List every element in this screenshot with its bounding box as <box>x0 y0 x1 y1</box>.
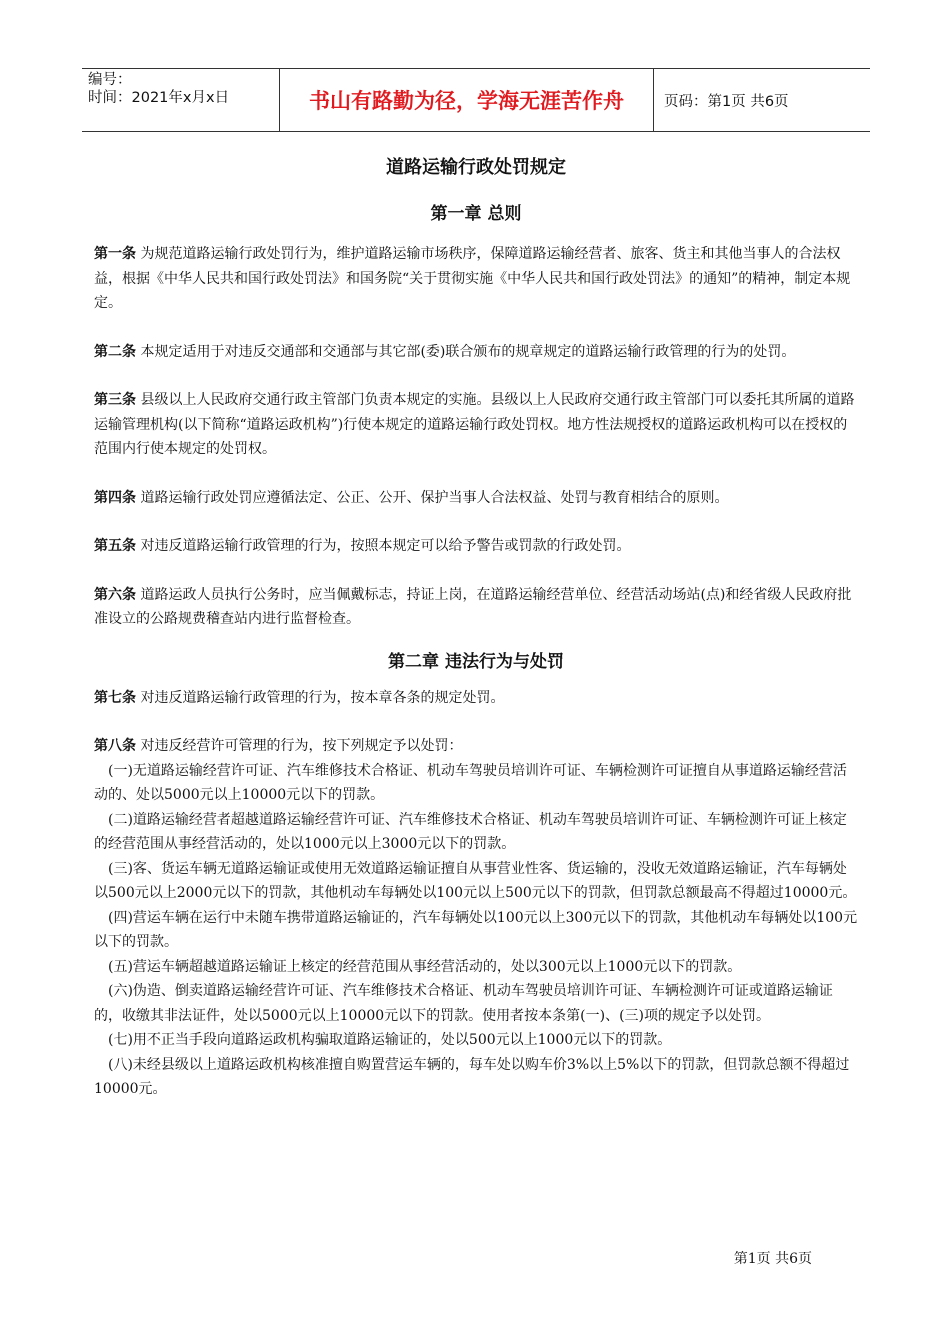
article <box>94 340 858 365</box>
article-text: 对违反道路运输行政管理的行为，按照本规定可以给予警告或罚款的行政处罚。 <box>136 538 631 554</box>
document-body <box>94 148 858 1102</box>
article-number: 第一条 <box>94 246 136 262</box>
article-text: 本规定适用于对违反交通部和交通部与其它部(委)联合颁布的规章规定的道路运输行政管理的行为的处罚。 <box>136 343 796 360</box>
article-text: 对违反经营许可管理的行为，按下列规定予以处罚： <box>136 738 463 754</box>
article-number: 第八条 <box>94 738 136 754</box>
page-header <box>82 68 870 132</box>
list-item: (五)营运车辆超越道路运输证上核定的经营范围从事经营活动的，处以300元以上1000元以下的罚款。 <box>108 958 742 975</box>
page-footer: 第1页 共6页 <box>733 1251 812 1267</box>
list-item: (一)无道路运输经营许可证、汽车维修技术合格证、机动车驾驶员培训许可证、车辆检测许可证擅自从事道路运输经营活动的、处以5000元以上10000元以下的罚款。 <box>94 762 847 803</box>
article <box>94 486 858 511</box>
article <box>94 583 858 632</box>
header-motto: 书山有路勤为径，学海无涯苦作舟 <box>280 69 654 131</box>
header-meta <box>82 69 280 131</box>
list-item: (三)客、货运车辆无道路运输证或使用无效道路运输证擅自从事营业性客、货运输的，没收无效道路运输证，汽车每辆处以500元以上2000元以下的罚款，其他机动车每辆处以100元以上500元以下的罚款，但罚款总额最高不得超过10000元。 <box>94 860 857 901</box>
document-title: 道路运输行政处罚规定 <box>386 157 566 178</box>
header-page-label: 页码：第1页 共6页 <box>664 93 789 110</box>
article-text: 道路运输行政处罚应遵循法定、公正、公开、保护当事人合法权益、处罚与教育相结合的原则。 <box>136 489 729 506</box>
chapter-heading: 第二章 违法行为与处罚 <box>388 651 564 672</box>
chapter-heading: 第一章 总则 <box>430 204 522 224</box>
article-number: 第五条 <box>94 538 136 554</box>
article-text: 县级以上人民政府交通行政主管部门负责本规定的实施。县级以上人民政府交通行政主管部门可以委托其所属的道路运输管理机构(以下简称“道路运政机构”)行使本规定的道路运输行政处罚权。地方性法规授权的道路运政机构可以在授权的范围内行使本规定的处罚权。 <box>94 392 855 457</box>
article-number: 第二条 <box>94 343 136 360</box>
article <box>94 388 858 462</box>
article-text: 为规范道路运输行政处罚行为，维护道路运输市场秩序，保障道路运输经营者、旅客、货主和其他当事人的合法权益，根据《中华人民共和国行政处罚法》和国务院“关于贯彻实施《中华人民共和国行政处罚法》的通知”的精神，制定本规定。 <box>94 246 851 311</box>
article-number: 第三条 <box>94 392 136 408</box>
list-item: (六)伪造、倒卖道路运输经营许可证、汽车维修技术合格证、机动车驾驶员培训许可证、车辆检测许可证或道路运输证的，收缴其非法证件，处以5000元以上10000元以下的罚款。使用者按本条第(一)、(三)项的规定予以处罚。 <box>94 983 833 1024</box>
article-number: 第七条 <box>94 689 136 706</box>
time-label: 时间：2021年x月x日 <box>88 90 230 106</box>
article <box>94 242 858 316</box>
article-text: 对违反道路运输行政管理的行为，按本章各条的规定处罚。 <box>136 689 505 706</box>
article-number: 第六条 <box>94 586 136 603</box>
list-item: (四)营运车辆在运行中未随车携带道路运输证的，汽车每辆处以100元以上300元以下的罚款，其他机动车每辆处以100元以下的罚款。 <box>94 909 858 950</box>
number-label: 编号： <box>88 72 132 88</box>
article <box>94 534 858 559</box>
article-number: 第四条 <box>94 489 136 506</box>
list-item: (七)用不正当手段向道路运政机构骗取道路运输证的，处以500元以上1000元以下的罚款。 <box>108 1032 672 1048</box>
list-item: (二)道路运输经营者超越道路运输经营许可证、汽车维修技术合格证、机动车驾驶员培训许可证、车辆检测许可证上核定的经营范围从事经营活动的，处以1000元以上3000元以下的罚款。 <box>94 811 847 852</box>
article-text: 道路运政人员执行公务时，应当佩戴标志，持证上岗，在道路运输经营单位、经营活动场站(点)和经省级人民政府批准设立的公路规费稽查站内进行监督检查。 <box>94 586 852 627</box>
article <box>94 734 858 759</box>
article <box>94 686 858 711</box>
list-item: (八)未经县级以上道路运政机构核准擅自购置营运车辆的，每车处以购车价3%以上5%以下的罚款，但罚款总额不得超过10000元。 <box>94 1056 850 1097</box>
